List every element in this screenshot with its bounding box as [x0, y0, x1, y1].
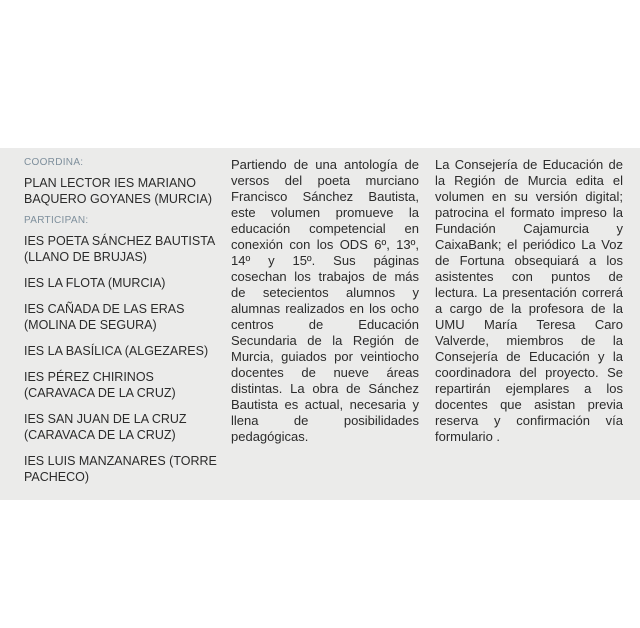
- school-entry-7: IES LUIS MANZANARES (TORRE PACHECO): [24, 454, 217, 484]
- description-column: [231, 157, 419, 445]
- participants-column: [24, 157, 220, 495]
- description-paragraph: Partiendo de una antología de versos del poeta murciano Francisco Sánchez Bautista, este volumen promueve la educación competencial en conexión con los ODS 6º, 13º, 14º y 15º. Sus páginas cosechan los trabajos de más de setecientos alumnos y alumnas realizados en los ocho centros de Educación Secundaria de la Región de Murcia, guiados por veintiocho docentes de nueve áreas distintas. La obra de Sánchez Bautista es actual, necesaria y llena de posibilidades pedagógicas.: [231, 157, 419, 444]
- school-entry-1: IES POETA SÁNCHEZ BAUTISTA (LLANO DE BRUJAS): [24, 234, 215, 264]
- school-entry-6: IES SAN JUAN DE LA CRUZ (CARAVACA DE LA CRUZ): [24, 412, 187, 442]
- school-entry-3: IES CAÑADA DE LAS ERAS (MOLINA DE SEGURA): [24, 302, 185, 332]
- presentation-column: [435, 157, 623, 445]
- school-entry-4: IES LA BASÍLICA (ALGEZARES): [24, 344, 209, 358]
- school-entry-2: IES LA FLOTA (MURCIA): [24, 276, 166, 290]
- presentation-paragraph: La Consejería de Educación de la Región de Murcia edita el volumen en su versión digital; patrocina el formato impreso la Fundación Cajamurcia y CaixaBank; el periódico La Voz de Fortuna obsequiará a los asistentes con puntos de lectura. La presentación correrá a cargo de la profesora de la UMU María Teresa Caro Valverde, miembros de la Consejería de Educación y la coordinadora del proyecto. Se repartirán ejemplares a los docentes que asistan previa reserva y confirmación vía formulario .: [435, 157, 623, 444]
- coordina-heading: COORDINA:: [24, 157, 84, 168]
- coordinator-entry: PLAN LECTOR IES MARIANO BAQUERO GOYANES (MURCIA): [24, 176, 212, 206]
- school-entry-5: IES PÉREZ CHIRINOS (CARAVACA DE LA CRUZ): [24, 370, 176, 400]
- participan-heading: PARTICIPAN:: [24, 215, 89, 226]
